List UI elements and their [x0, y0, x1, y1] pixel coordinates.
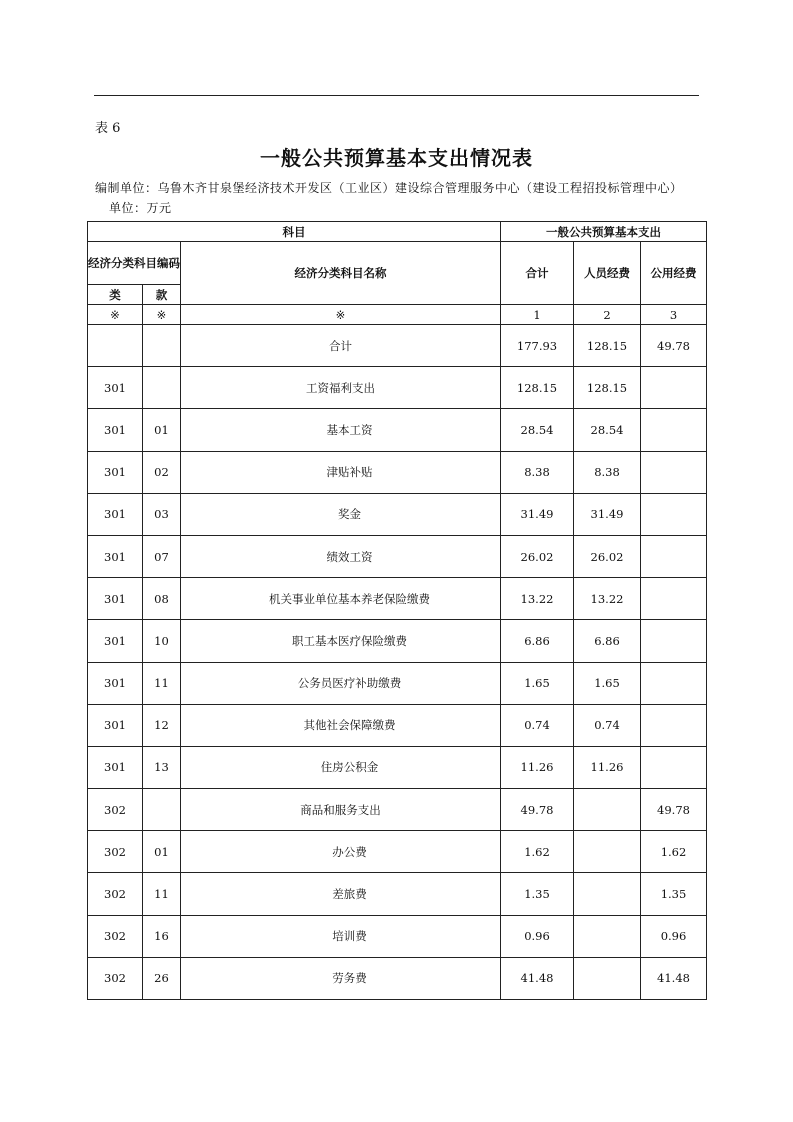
- cell-name: 职工基本医疗保险缴费: [181, 620, 501, 662]
- cell-lei: 301: [88, 704, 143, 746]
- budget-table: [87, 221, 707, 1000]
- cell-total: 31.49: [501, 493, 574, 535]
- top-rule: [94, 95, 699, 96]
- cell-kuan: [143, 325, 181, 367]
- cell-public: [641, 493, 707, 535]
- cell-lei: 301: [88, 620, 143, 662]
- table-row: [88, 873, 707, 915]
- cell-name: 劳务费: [181, 957, 501, 999]
- cell-total: 6.86: [501, 620, 574, 662]
- cell-name: 基本工资: [181, 409, 501, 451]
- cell-public: 49.78: [641, 789, 707, 831]
- cell-lei: 301: [88, 451, 143, 493]
- cell-name: 合计: [181, 325, 501, 367]
- cell-personnel: 31.49: [574, 493, 641, 535]
- cell-public: 1.35: [641, 873, 707, 915]
- cell-total: 8.38: [501, 451, 574, 493]
- cell-total: 26.02: [501, 535, 574, 577]
- cell-total: 28.54: [501, 409, 574, 451]
- cell-lei: 301: [88, 662, 143, 704]
- table-row: [88, 325, 707, 367]
- cell-kuan: [143, 367, 181, 409]
- cell-personnel: 128.15: [574, 325, 641, 367]
- header-personnel: 人员经费: [574, 242, 641, 305]
- mark-lei: ※: [88, 305, 143, 325]
- cell-kuan: 12: [143, 704, 181, 746]
- header-kuan: 款: [143, 285, 181, 305]
- cell-personnel: 26.02: [574, 535, 641, 577]
- cell-public: [641, 451, 707, 493]
- cell-public: 41.48: [641, 957, 707, 999]
- table-row: [88, 620, 707, 662]
- cell-kuan: 08: [143, 578, 181, 620]
- cell-public: [641, 578, 707, 620]
- cell-public: [641, 535, 707, 577]
- cell-public: [641, 409, 707, 451]
- cell-personnel: [574, 873, 641, 915]
- cell-kuan: 16: [143, 915, 181, 957]
- cell-public: 49.78: [641, 325, 707, 367]
- cell-personnel: [574, 831, 641, 873]
- table-row: [88, 409, 707, 451]
- cell-kuan: 10: [143, 620, 181, 662]
- cell-total: 11.26: [501, 746, 574, 788]
- table-row: [88, 789, 707, 831]
- cell-personnel: 1.65: [574, 662, 641, 704]
- table-row: [88, 915, 707, 957]
- cell-lei: 301: [88, 578, 143, 620]
- header-code-group: 经济分类科目编码: [88, 242, 181, 285]
- cell-public: [641, 367, 707, 409]
- cell-total: 1.35: [501, 873, 574, 915]
- table-row: [88, 957, 707, 999]
- cell-name: 办公费: [181, 831, 501, 873]
- cell-kuan: 11: [143, 662, 181, 704]
- cell-lei: 301: [88, 493, 143, 535]
- cell-name: 机关事业单位基本养老保险缴费: [181, 578, 501, 620]
- currency-unit: 单位：万元: [109, 201, 172, 215]
- cell-personnel: [574, 789, 641, 831]
- cell-kuan: 07: [143, 535, 181, 577]
- cell-name: 其他社会保障缴费: [181, 704, 501, 746]
- cell-personnel: 6.86: [574, 620, 641, 662]
- cell-lei: [88, 325, 143, 367]
- cell-lei: 301: [88, 746, 143, 788]
- cell-public: 1.62: [641, 831, 707, 873]
- table-row: [88, 367, 707, 409]
- cell-lei: 301: [88, 535, 143, 577]
- cell-total: 0.74: [501, 704, 574, 746]
- cell-name: 奖金: [181, 493, 501, 535]
- cell-total: 128.15: [501, 367, 574, 409]
- cell-personnel: 13.22: [574, 578, 641, 620]
- header-total: 合计: [501, 242, 574, 305]
- cell-kuan: 13: [143, 746, 181, 788]
- table-number: 表 6: [95, 121, 121, 136]
- cell-lei: 302: [88, 789, 143, 831]
- cell-lei: 302: [88, 873, 143, 915]
- table-row: [88, 662, 707, 704]
- column-number-3: 3: [641, 305, 707, 325]
- header-basic-expenditure: 一般公共预算基本支出: [501, 222, 707, 242]
- table-row: [88, 578, 707, 620]
- cell-personnel: 11.26: [574, 746, 641, 788]
- cell-personnel: [574, 915, 641, 957]
- cell-name: 商品和服务支出: [181, 789, 501, 831]
- cell-personnel: 28.54: [574, 409, 641, 451]
- cell-personnel: 0.74: [574, 704, 641, 746]
- cell-total: 177.93: [501, 325, 574, 367]
- cell-total: 41.48: [501, 957, 574, 999]
- cell-kuan: [143, 789, 181, 831]
- cell-lei: 302: [88, 957, 143, 999]
- cell-public: 0.96: [641, 915, 707, 957]
- cell-lei: 302: [88, 831, 143, 873]
- cell-name: 公务员医疗补助缴费: [181, 662, 501, 704]
- cell-personnel: 8.38: [574, 451, 641, 493]
- cell-name: 津贴补贴: [181, 451, 501, 493]
- compiler-unit: 编制单位：乌鲁木齐甘泉堡经济技术开发区（工业区）建设综合管理服务中心（建设工程招投标管理中心）: [95, 181, 683, 195]
- cell-personnel: [574, 957, 641, 999]
- table-row: [88, 535, 707, 577]
- header-subject-name: 经济分类科目名称: [181, 242, 501, 305]
- compiler-line: [95, 178, 707, 218]
- cell-kuan: 01: [143, 409, 181, 451]
- cell-name: 绩效工资: [181, 535, 501, 577]
- cell-kuan: 26: [143, 957, 181, 999]
- page-title: 一般公共预算基本支出情况表: [260, 146, 533, 170]
- table-row: [88, 831, 707, 873]
- cell-kuan: 11: [143, 873, 181, 915]
- mark-name: ※: [181, 305, 501, 325]
- cell-name: 培训费: [181, 915, 501, 957]
- cell-total: 0.96: [501, 915, 574, 957]
- cell-public: [641, 662, 707, 704]
- cell-kuan: 02: [143, 451, 181, 493]
- mark-kuan: ※: [143, 305, 181, 325]
- table-row: [88, 746, 707, 788]
- cell-name: 工资福利支出: [181, 367, 501, 409]
- header-subject: 科目: [88, 222, 501, 242]
- table-row: [88, 704, 707, 746]
- cell-name: 住房公积金: [181, 746, 501, 788]
- cell-total: 1.65: [501, 662, 574, 704]
- cell-name: 差旅费: [181, 873, 501, 915]
- cell-lei: 301: [88, 367, 143, 409]
- cell-public: [641, 704, 707, 746]
- cell-public: [641, 620, 707, 662]
- cell-personnel: 128.15: [574, 367, 641, 409]
- table-row: [88, 493, 707, 535]
- cell-total: 49.78: [501, 789, 574, 831]
- column-number-2: 2: [574, 305, 641, 325]
- cell-total: 13.22: [501, 578, 574, 620]
- cell-kuan: 03: [143, 493, 181, 535]
- cell-total: 1.62: [501, 831, 574, 873]
- column-number-1: 1: [501, 305, 574, 325]
- cell-kuan: 01: [143, 831, 181, 873]
- table-row: [88, 451, 707, 493]
- cell-public: [641, 746, 707, 788]
- cell-lei: 301: [88, 409, 143, 451]
- header-lei: 类: [88, 285, 143, 305]
- cell-lei: 302: [88, 915, 143, 957]
- header-public: 公用经费: [641, 242, 707, 305]
